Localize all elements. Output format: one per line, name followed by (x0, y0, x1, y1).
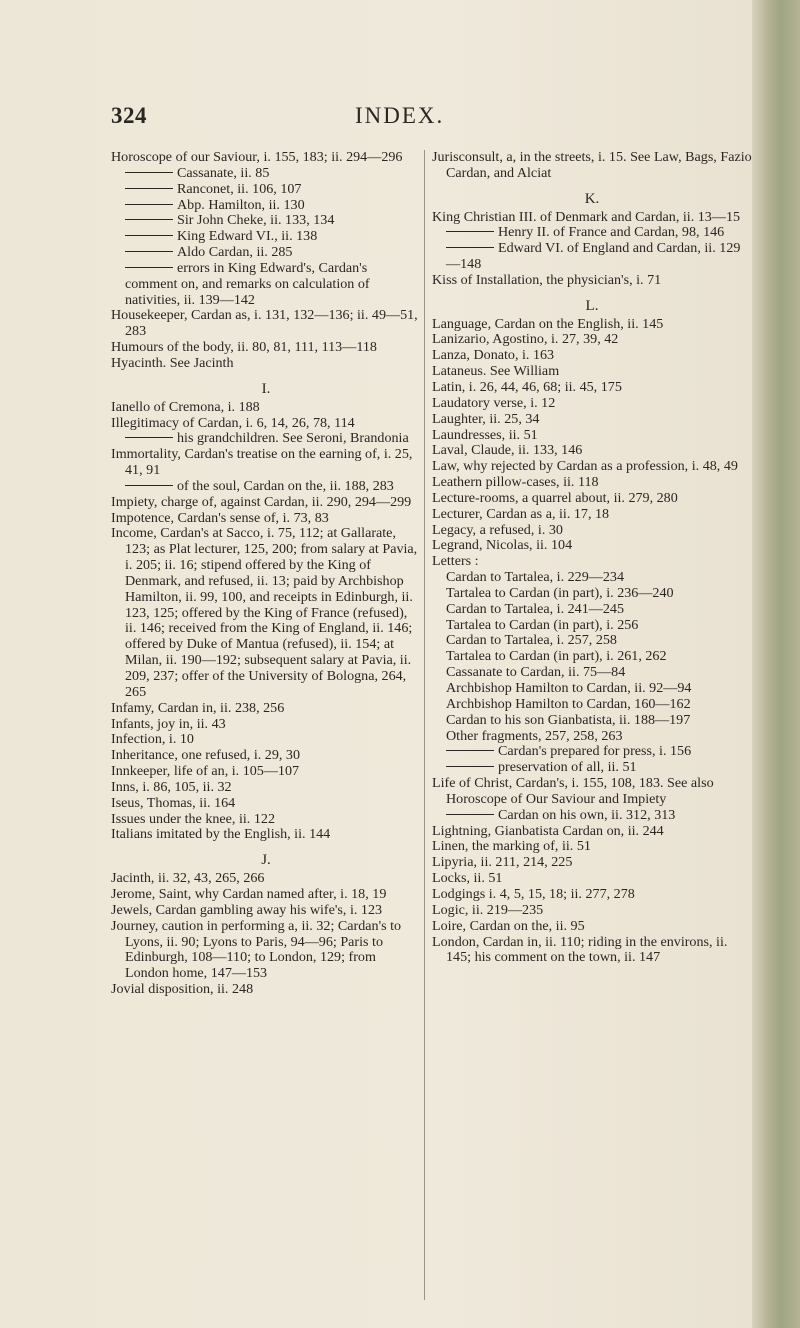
index-entry: London, Cardan in, ii. 110; riding in the environs, ii. 145; his comment on the town, ii. 147 (432, 933, 728, 966)
index-entry: Letters : (432, 553, 479, 570)
index-subentry-text: Archbishop Hamilton to Cardan, 160—162 (446, 695, 691, 712)
repeat-dash (446, 766, 494, 767)
index-entry: Impotence, Cardan's sense of, i. 73, 83 (111, 509, 329, 526)
index-entry: Humours of the body, ii. 80, 81, 111, 113—118 (111, 339, 377, 356)
index-entry: Housekeeper, Cardan as, i. 131, 132—136; ii. 49—51, 283 (111, 307, 418, 340)
section-letter: K. (584, 190, 600, 207)
index-entry: Latin, i. 26, 44, 46, 68; ii. 45, 175 (432, 378, 622, 395)
index-entry: Life of Christ, Cardan's, i. 155, 108, 183. See also Horoscope of Our Saviour and Impiety (432, 775, 714, 807)
index-entry: Language, Cardan on the English, ii. 145 (432, 315, 664, 332)
index-entry: Jewels, Cardan gambling away his wife's, i. 123 (111, 901, 383, 918)
index-entry: Legrand, Nicolas, ii. 104 (432, 537, 573, 554)
index-subentry (111, 213, 421, 229)
repeat-dash (446, 247, 494, 248)
index-subentry-text: Aldo Cardan, ii. 285 (177, 244, 293, 261)
index-subentry-text: of the soul, Cardan on the, ii. 188, 283 (177, 477, 394, 494)
index-subentry (432, 697, 752, 713)
index-entry: Horoscope of our Saviour, i. 155, 183; ii. 294—296 (111, 149, 403, 165)
index-subentry (432, 681, 752, 697)
page-number: 324 (111, 103, 147, 128)
index-subentry (432, 602, 752, 618)
index-subentry-text: King Edward VI., ii. 138 (177, 228, 318, 245)
index-entry: Lecturer, Cardan as a, ii. 17, 18 (432, 505, 610, 522)
index-subentry-text: Abp. Hamilton, ii. 130 (177, 196, 305, 213)
index-entry: Jacinth, ii. 32, 43, 265, 266 (111, 870, 265, 887)
index-subentry (432, 665, 752, 681)
index-subentry (432, 808, 752, 824)
index-subentry-text: Cardan to Tartalea, i. 229—234 (446, 569, 625, 586)
index-subentry-text: Tartalea to Cardan (in part), i. 261, 262 (446, 648, 667, 665)
repeat-dash (125, 267, 173, 268)
index-entry: Impiety, charge of, against Cardan, ii. 290, 294—299 (111, 493, 412, 510)
index-subentry-text: Edward VI. of England and Cardan, ii. 129—148 (446, 240, 741, 273)
index-entry: Logic, ii. 219—235 (432, 901, 544, 918)
index-entry: Infection, i. 10 (111, 731, 194, 748)
index-entry: Iseus, Thomas, ii. 164 (111, 794, 236, 811)
index-subentry-text: Sir John Cheke, ii. 133, 134 (177, 212, 335, 229)
index-entry: Illegitimacy of Cardan, i. 6, 14, 26, 78, 114 (111, 414, 355, 431)
index-subentry (432, 744, 752, 760)
index-subentry (432, 586, 752, 602)
repeat-dash (446, 750, 494, 751)
index-subentry (432, 633, 752, 649)
index-subentry-text: Cardan to Tartalea, i. 257, 258 (446, 632, 617, 649)
index-entry: Inns, i. 86, 105, ii. 32 (111, 778, 232, 795)
index-subentry-text: Tartalea to Cardan (in part), i. 236—240 (446, 584, 674, 601)
index-subentry-text: Cassanate to Cardan, ii. 75—84 (446, 664, 626, 681)
index-entry: Law, why rejected by Cardan as a profession, i. 48, 49 (432, 458, 738, 475)
index-column-right (432, 150, 752, 966)
index-entry: Laundresses, ii. 51 (432, 426, 538, 443)
index-subentry-text: Cardan's prepared for press, i. 156 (498, 743, 692, 760)
index-entry: Italians imitated by the English, ii. 144 (111, 826, 331, 843)
repeat-dash (125, 485, 173, 486)
index-entry: Lanza, Donato, i. 163 (432, 347, 555, 364)
index-entry: Inheritance, one refused, i. 29, 30 (111, 747, 301, 764)
index-subentry-text: Archbishop Hamilton to Cardan, ii. 92—94 (446, 680, 692, 696)
index-subentry (432, 618, 752, 634)
page-edge-strip (752, 0, 800, 1328)
index-entry: Hyacinth. See Jacinth (111, 354, 234, 371)
index-entry: Laughter, ii. 25, 34 (432, 410, 540, 427)
index-subentry-text: Other fragments, 257, 258, 263 (446, 727, 623, 744)
index-subentry (111, 166, 421, 182)
index-entry: Issues under the knee, ii. 122 (111, 810, 275, 827)
index-subentry (432, 225, 752, 241)
repeat-dash (125, 235, 173, 236)
index-subentry-text: errors in King Edward's, Cardan's comment on, and remarks on calculation of nativities, ii. 139—142 (125, 259, 370, 308)
index-subentry (432, 760, 752, 776)
index-subentry-text: preservation of all, ii. 51 (498, 759, 637, 776)
index-entry: Lightning, Gianbatista Cardan on, ii. 244 (432, 822, 664, 839)
index-subentry-text: Henry II. of France and Cardan, 98, 146 (498, 224, 725, 241)
index-entry: Loire, Cardan on the, ii. 95 (432, 917, 585, 934)
index-column-left (111, 150, 421, 998)
index-subentry (111, 245, 421, 261)
index-subentry (111, 261, 421, 309)
index-entry: Immortality, Cardan's treatise on the earning of, i. 25, 41, 91 (111, 446, 413, 479)
index-subentry (432, 713, 752, 729)
index-subentry (111, 198, 421, 214)
index-subentry (111, 431, 421, 447)
index-entry: Lodgings i. 4, 5, 15, 18; ii. 277, 278 (432, 885, 635, 902)
index-subentry (432, 241, 752, 273)
index-entry: Laudatory verse, i. 12 (432, 394, 556, 411)
index-subentry (432, 570, 752, 586)
section-letter: J. (261, 852, 271, 869)
index-entry: Infants, joy in, ii. 43 (111, 715, 226, 732)
repeat-dash (125, 188, 173, 189)
running-head: INDEX. (355, 103, 445, 128)
index-subentry-text: Ranconet, ii. 106, 107 (177, 180, 302, 197)
index-entry: Lanizario, Agostino, i. 27, 39, 42 (432, 331, 619, 348)
index-entry: Locks, ii. 51 (432, 870, 503, 887)
index-subentry (432, 729, 752, 745)
index-entry: Lipyria, ii. 211, 214, 225 (432, 854, 573, 871)
index-entry: Leathern pillow-cases, ii. 118 (432, 474, 599, 491)
repeat-dash (446, 231, 494, 232)
index-entry: Lataneus. See William (432, 363, 560, 380)
index-entry: Lecture-rooms, a quarrel about, ii. 279, 280 (432, 489, 678, 506)
index-entry: Linen, the marking of, ii. 51 (432, 838, 591, 855)
index-entry: Kiss of Installation, the physician's, i. 71 (432, 271, 662, 288)
section-letter: L. (585, 297, 599, 314)
index-subentry (111, 182, 421, 198)
index-subentry-text: Tartalea to Cardan (in part), i. 256 (446, 616, 639, 633)
index-entry: Ianello of Cremona, i. 188 (111, 398, 260, 415)
index-entry: Income, Cardan's at Sacco, i. 75, 112; at Gallarate, 123; as Plat lecturer, 125, 200; from salary at Pavia, i. 205; ii. 16; stipend offered by the King of Denmark, and refused, ii. 13; paid by Archbishop Hamilton, ii. 99, 100, and receipts in Edinburgh, ii. 123, 125; offered by the King of France (refused), ii. 146; received from the King of England, ii. 146; offered by Duke of Mantua (refused), ii. 154; at Milan, ii. 190—192; subsequent salary at Pavia, ii. 209, 237; offer of the University of Bologna, 264, 265 (111, 525, 418, 700)
index-subentry (111, 229, 421, 245)
index-entry: Innkeeper, life of an, i. 105—107 (111, 763, 300, 780)
repeat-dash (446, 814, 494, 815)
index-subentry-text: Cardan to his son Gianbatista, ii. 188—197 (446, 711, 691, 728)
repeat-dash (125, 219, 173, 220)
page-header (0, 103, 752, 133)
index-entry: King Christian III. of Denmark and Cardan, ii. 13—15 (432, 208, 741, 225)
index-subentry-text: his grandchildren. See Seroni, Brandonia (177, 430, 409, 447)
index-entry: Infamy, Cardan in, ii. 238, 256 (111, 699, 285, 716)
index-entry: Journey, caution in performing a, ii. 32; Cardan's to Lyons, ii. 90; Lyons to Paris, 94—96; Paris to Edinburgh, 108—110; to London, 129; from London home, 147—153 (111, 917, 402, 982)
index-subentry-text: Cardan to Tartalea, i. 241—245 (446, 600, 625, 617)
index-subentry-text: Cardan on his own, ii. 312, 313 (498, 806, 676, 823)
column-divider (424, 150, 425, 1300)
index-entry: Jerome, Saint, why Cardan named after, i. 18, 19 (111, 885, 387, 902)
repeat-dash (125, 251, 173, 252)
repeat-dash (125, 204, 173, 205)
index-entry: Jurisconsult, a, in the streets, i. 15. See Law, Bags, Fazio Cardan, and Alciat (432, 149, 752, 181)
section-letter: I. (261, 380, 271, 397)
index-subentry (432, 649, 752, 665)
index-subentry (111, 479, 421, 495)
index-entry: Jovial disposition, ii. 248 (111, 981, 254, 998)
index-subentry-text: Cassanate, ii. 85 (177, 164, 270, 181)
repeat-dash (125, 437, 173, 438)
repeat-dash (125, 172, 173, 173)
index-entry: Legacy, a refused, i. 30 (432, 521, 563, 538)
index-entry: Laval, Claude, ii. 133, 146 (432, 442, 583, 459)
